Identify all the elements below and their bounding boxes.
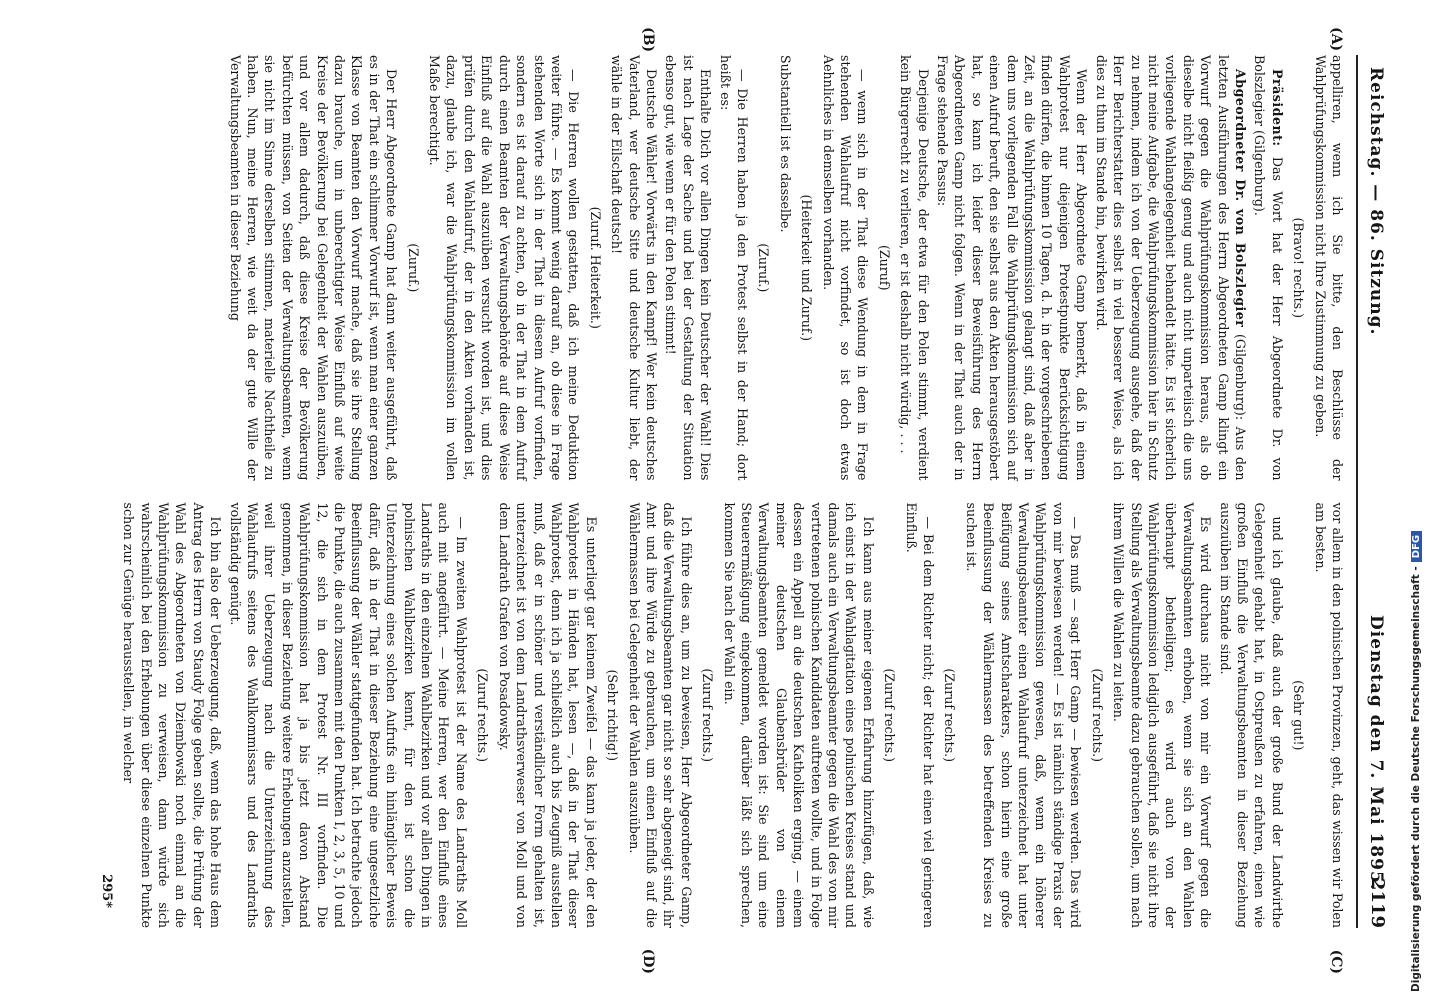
interjection-text: (Zuruf rechts.) [882,668,898,763]
interjection [1290,503,1307,929]
paragraph-text: — Bei dem Richter nicht; der Richter hat einen viel geringeren Einfluß. [903,502,937,928]
digitization-credit [1404,0,1432,1000]
interjection [474,503,491,929]
credit-text: Digitalisierung gefördert durch die Deutsche Forschungsgemeinschaft - [1410,566,1422,992]
paragraph [120,503,224,929]
interjection-text: (Zuruf rechts.) [1089,668,1105,763]
interjection-text: (Heiterkeit und Zuruf.) [799,194,815,341]
paragraph [226,55,400,481]
paragraph-text: — Im zweiten Wahlprotest ist der Name des Landraths Moll auch mit angeführt. — Meine Herren, wer den Einfluß eines Landraths in den einzelnen Wahlbezirken und vor allen Dingen in polnischen Wahlbezirken kennt, für den ist schon die Unterzeichnung eines solchen Aufrufs ein hinlänglicher Beweis dafür, daß in der That in dieser Beziehung eine ungesetzliche Beeinflussung der Wähler stattgefunden hat. Ich betrachte jedoch die Punkte, die auch zusammen mit den Punkten I, 2, 3, 5, 10 und 12, die sich in dem Protest Nr. III vorfinden. Die Wahlprüfungskommission hat ja bis jetzt davon Abstand genommen, in dieser Beziehung weitere Erhebungen anzustellen, weil ihrer Ueberzeugung nach die Unterzeichnung des Wahlaufrufs seitens des Wahlkommissars und des Landraths vollständig genügt. [227,502,469,928]
interjection [798,55,815,481]
paragraph-text: vor allem in den polnischen Provinzen, geht, das wissen wir Polen am besten. [1312,502,1345,928]
paragraph [720,503,877,929]
margin-marker-d: (D) [640,948,656,974]
paragraph [1251,55,1286,481]
interjection [404,55,421,481]
paragraph-text: Es unterliegt gar keinem Zweifel — das kann ja jeder, der den Wahlprotest in Händen hat, lesen —, daß in der That dieser Wahlprotest, denn ich ja schließlich auch bis Zeugniß ausstellen muß, daß er in schöner und verständlicher Form gehalten ist, unterzeichnet ist von dem Landrathsverweser von Moll und von dem Landrath Grafen von Posadowsky. [496,502,599,928]
interjection [699,503,716,929]
paragraph-text: Derjenige Deutsche, der etwa für den Polen stimmt, verdient kein Bürgerrecht zu verlieren, er ist deshalb nicht würdig, . . . [898,55,931,481]
interjection [1088,503,1105,929]
interjection-text: (Zuruf rechts.) [700,668,716,763]
paragraph-text: Der Herr Abgeordnete Gamp hat dann weiter ausgeführt, daß es in der That ein schlimmer Vorwurf ist, wenn man einer ganzen Klasse von Beamten den Vorwurf mache, daß sie ihre Stellung dazu brauche, um in unberechtigter Weise Einfluß auf weite Kreise der Bevölkerung bei Gelegenheit der Wahlen auszuüben, und vor allem dadurch, daß diese Kreise der Bevölkerung befürchten müssen, von Seiten der Verwaltungsbeamten, wenn sie nicht im Sinne derselben stimmen, materielle Nachtheile zu haben. Nun, meine Herren, wie weit da der gute Wille der Verwaltungsbeamten in dieser Beziehung [227,55,400,481]
paragraph [819,55,871,481]
paragraph-text: — Die Herren haben ja den Protest selbst in der Hand; dort heißt es: [717,55,750,481]
interjection [941,503,958,929]
left-column [118,55,1346,481]
paragraph [902,503,937,929]
text-columns [118,27,1346,974]
speaker-name: Abgeordneter Dr. von Bolszlegier [1232,69,1248,328]
paragraph [716,55,751,481]
interjection-text: (Sehr richtig!) [605,669,621,761]
interjection-text: (Bravo! rechts.) [1291,217,1307,319]
right-column [118,503,1346,929]
interjection [755,55,772,481]
paragraph-text: — wenn sich in der That diese Wendung in dem in Frage stehenden Wahlaufruf nicht vorfindet, so ist doch etwas Aehnliches in demselben vorhanden. [820,55,871,481]
paragraph [1311,55,1346,481]
interjection [881,503,898,929]
paragraph [1311,503,1346,929]
interjection-text: (Sehr gut!) [1291,680,1307,751]
page-header [1356,55,1392,928]
paragraph-text: Wenn der Herr Abgeordnete Gamp bemerkt, daß in einem Wahlprotest nur diejenigen Protestpunkte Berücksichtigung finden dürfen, die binnen 10 Tagen, d. h. in der vorgeschriebenen Zeit, an die Wahlprüfungskommission gelangt sind, daß aber in dem uns vorliegenden Fall die Wahlprüfungskommission sich auf einen Aufruf beruft, den sie selbst aus den Akten herausgestöbert hat, so kann ich leider dieser Beweisführung des Herrn Abgeordneten Gamp nicht folgen. Wenn in der That auch der in Frage stehende Passus: [935,55,1090,481]
paragraph-text: appelliren, wenn ich Sie bitte, den Beschlüsse der Wahlprüfungskommission nicht Ihre Zustimmung zu geben. [1312,55,1345,481]
paragraph-text: und ich glaube, daß auch der große Bund der Landwirthe Gelegenheit gehabt hat, in Ostpreußen zu erfahren, einen wie großen Einfluß die Verwaltungsbeamten in dieser Beziehung auszuüben im Stande sind. [1217,502,1285,928]
paragraph [226,503,470,929]
interjection-text: (Zuruf.) [756,243,772,293]
header-date: Dienstag den 7. Mai 1895. [1366,615,1386,891]
paragraph [776,55,793,481]
paragraph [962,503,1084,929]
interjection-text: (Zuruf) [876,245,892,291]
paragraph [608,55,660,481]
margin-marker-a: (A) [1328,27,1344,52]
page-number: 2119 [1367,877,1388,928]
paragraph-text: Substantiell ist es dasselbe. [777,55,793,233]
paragraph-text: Ich bin also der Ueberzeugung, daß, wenn das hohe Haus dem Antrag des Herrn von Staudy Folge geben sollte, die Prüfung der Wahl des Abgeordneten von Dziembowski noch einmal an die Wahlprüfungskommission zu verweisen, dann würde sich wahrscheinlich bei den Erhebungen über diese einzelnen Punkte schon zur Genüge herausstellen, in welcher [121,502,224,928]
paragraph [1216,503,1286,929]
paragraph [625,503,695,929]
margin-marker-b: (B) [640,27,656,53]
paragraph [934,55,1091,481]
interjection-text: (Zuruf rechts.) [475,668,491,763]
paragraph-text: (Gilgenburg): Aus den letzten Ausführungen des Herrn Abgeordneten Gamp klingt ein Vorwurf gegen die Wahlprüfungskommission heraus, als ob dieselbe nicht fleißig genug und auch nicht unparteiisch die uns vorliegende Wahlangelegenheit behandelt hätte. Es ist sicherlich nicht meine Aufgabe, die Wahlprüfungskommission hier in Schutz zu nehmen, indem ich von der Ueberzeugung ausgehe, daß der Herr Berichterstatter dies selbst in viel besserer Weise, als ich dies zu thun im Stande bin, bewirken wird. [1093,55,1248,481]
interjection-text: (Zuruf.) [405,243,421,293]
interjection [586,55,603,481]
paragraph-text: — Die Herren wollen gestatten, daß ich meine Deduktion weiter führe. — Es kommt wenig darauf an, ob diese in Frage stehenden Worte sich in der That in diesem Aufruf vorfinden, sondern es ist darauf zu achten, ob in der That in dem Aufruf durch einen Beamten der Verwaltungsbehörde auf diese Weise Einfluß auf die Wahl auszuüben versucht worden ist, und dies prüfen durch den Wahlaufruf, der in den Akten vorhanden ist, dazu, glaube ich, war die Wahlprüfungskommission im vollen Maße berechtigt. [427,55,582,481]
interjection [875,55,892,481]
paragraph [897,55,932,481]
paragraph [426,55,583,481]
interjection [604,503,621,929]
header-left: Reichstag. — 86. Sitzung. [1366,67,1386,336]
paragraph [1110,503,1214,929]
margin-marker-c: (C) [1328,949,1344,974]
paragraph-text: Ich kann aus meiner eigenen Erfahrung hinzufügen, daß, wie ich einst in der Wahlagitation eines polnischen Kreises stand und damals auch ein Verwaltungsbeamter gegen die Wahl des von mir vertretenen polnischen Kandidaten auftreten wollte, und in Folge dessen ein Appell an die deutschen Katholiken erging, — einem meiner deutschen Glaubensbrüder von einem Verwaltungsbeamten gemeldet worden ist: Sie sind um eine Steuerermäßigung eingekommen, darüber läßt sich sprechen, kommen Sie nach der Wahl ein. [721,502,876,928]
interjection [1290,55,1307,481]
interjection-text: (Zuruf rechts.) [942,668,958,763]
dfg-badge: DFG [1411,531,1422,562]
paragraph [662,55,714,481]
paragraph-text: Deutsche Wähler! Vorwärts in den Kampf! Wer kein deutsches Vaterland, wer deutsche Sitte und deutsche Kultur liebt, der wähle in der Eilschaft deutsch! [609,55,659,481]
paragraph-text: Das Wort hat der Herr Abgeordnete Dr. von Bolszlegier (Gilgenburg). [1252,55,1285,481]
interjection-text: (Zuruf. Heiterkeit.) [587,206,603,329]
paragraph-text: Es wird durchaus nicht von mir ein Vorwurf gegen die Verwaltungsbeamten erhoben, wenn sie sich an den Wahlen überhaupt betheiligen; es wird auch von der Wahlprüfungskommission lediglich ausgeführt, daß sie nicht ihre Stellung als Verwaltungsbeamte dazu gebrauchen sollen, um nach ihrem Willen die Wahlen zu leiten. [1111,502,1214,928]
footer-number: 295* [98,874,114,908]
speaker-name: Präsident: [1269,69,1285,147]
paragraph-text: Enthalte Dich vor allen Dingen kein Deutscher der Wahl! Dies ist nach Lage der Sache und bei der Gestaltung der Situation ebenso gut, wie wenn er für den Polen stimmt! [663,55,714,481]
paragraph [1092,55,1249,481]
paragraph [495,503,599,929]
paragraph-text: Ich führe dies an, um zu beweisen, Herr Abgeordneter Gamp, daß die Verwaltungsbeamten gar nicht so sehr abgeneigt sind, ihr Amt und ihre Würde zu gebrauchen, um einen Einfluß auf die Wählermassen bei Gelegenheit der Wahlen auszuüben. [626,502,694,928]
paragraph-text: — Das muß — sagt Herr Gamp — bewiesen werden. Das wird von mir bewiesen werden! — Es ist nämlich ständige Praxis der Wahlprüfungskommission gewesen, daß, wenn ein höherer Verwaltungsbeamter einen Wahlaufruf unterzeichnet hat unter Beifügung seines Amtscharakters, schon hierin eine große Beeinflussung der Wählermassen des betreffenden Kreises zu suchen ist. [963,502,1084,928]
